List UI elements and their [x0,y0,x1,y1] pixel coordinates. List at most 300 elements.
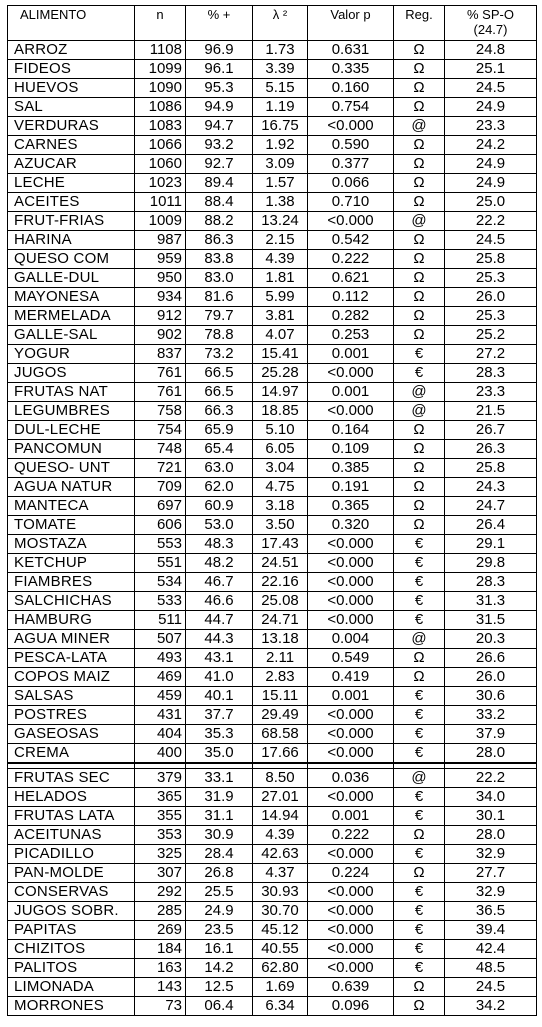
table-body [8,41,537,1016]
table-row [8,60,537,79]
table-row [8,250,537,269]
food-name-cell: HUEVOS [8,79,135,98]
p-value-cell: <0.000 [308,706,394,725]
count-cell: 748 [135,440,186,459]
reg-symbol-cell: @ [394,117,445,136]
food-name-cell: PICADILLO [8,845,135,864]
percent-positive-cell: 81.6 [186,288,253,307]
p-value-cell: 0.419 [308,668,394,687]
count-cell: 534 [135,573,186,592]
table-row [8,307,537,326]
lambda-squared-cell: 1.38 [253,193,308,212]
lambda-squared-cell: 5.10 [253,421,308,440]
percent-positive-cell: 62.0 [186,478,253,497]
sp-o-percent-cell: 28.3 [445,573,537,592]
sp-o-percent-cell: 33.2 [445,706,537,725]
reg-symbol-cell: Ω [394,421,445,440]
sp-o-percent-cell: 26.6 [445,649,537,668]
food-name-cell: MANTECA [8,497,135,516]
percent-positive-cell: 25.5 [186,883,253,902]
food-name-cell: MORRONES [8,997,135,1016]
p-value-cell: 0.282 [308,307,394,326]
percent-positive-cell: 41.0 [186,668,253,687]
count-cell: 606 [135,516,186,535]
lambda-squared-cell: 1.73 [253,41,308,60]
count-cell: 365 [135,788,186,807]
header-percent-positive: % + [186,6,253,41]
header-alimento: ALIMENTO [8,6,135,41]
sp-o-percent-cell: 24.8 [445,41,537,60]
food-name-cell: CARNES [8,136,135,155]
lambda-squared-cell: 30.70 [253,902,308,921]
lambda-squared-cell: 8.50 [253,769,308,788]
food-name-cell: PALITOS [8,959,135,978]
count-cell: 493 [135,649,186,668]
food-name-cell: FRUTAS LATA [8,807,135,826]
count-cell: 1090 [135,79,186,98]
lambda-squared-cell: 22.16 [253,573,308,592]
header-row [8,6,537,41]
count-cell: 143 [135,978,186,997]
sp-o-percent-cell: 32.9 [445,845,537,864]
table-row [8,864,537,883]
percent-positive-cell: 35.0 [186,744,253,764]
food-name-cell: JUGOS SOBR. [8,902,135,921]
sp-o-percent-cell: 21.5 [445,402,537,421]
p-value-cell: 0.001 [308,345,394,364]
lambda-squared-cell: 2.11 [253,649,308,668]
percent-positive-cell: 95.3 [186,79,253,98]
sp-o-percent-cell: 24.7 [445,497,537,516]
sp-o-percent-cell: 27.7 [445,864,537,883]
reg-symbol-cell: @ [394,383,445,402]
percent-positive-cell: 53.0 [186,516,253,535]
table-row [8,212,537,231]
count-cell: 912 [135,307,186,326]
lambda-squared-cell: 62.80 [253,959,308,978]
percent-positive-cell: 66.5 [186,364,253,383]
sp-o-percent-cell: 36.5 [445,902,537,921]
reg-symbol-cell: Ω [394,41,445,60]
sp-o-percent-cell: 25.2 [445,326,537,345]
reg-symbol-cell: Ω [394,231,445,250]
table-row [8,978,537,997]
count-cell: 902 [135,326,186,345]
p-value-cell: 0.222 [308,250,394,269]
lambda-squared-cell: 29.49 [253,706,308,725]
table-row [8,826,537,845]
sp-o-percent-cell: 25.3 [445,307,537,326]
lambda-squared-cell: 1.57 [253,174,308,193]
sp-o-percent-cell: 39.4 [445,921,537,940]
header-sp-o-label: % SP-O [467,7,514,22]
reg-symbol-cell: Ω [394,174,445,193]
count-cell: 285 [135,902,186,921]
p-value-cell: <0.000 [308,902,394,921]
reg-symbol-cell: € [394,535,445,554]
reg-symbol-cell: @ [394,402,445,421]
p-value-cell: 0.191 [308,478,394,497]
percent-positive-cell: 83.8 [186,250,253,269]
reg-symbol-cell: Ω [394,826,445,845]
reg-symbol-cell: Ω [394,478,445,497]
percent-positive-cell: 35.3 [186,725,253,744]
lambda-squared-cell: 13.18 [253,630,308,649]
p-value-cell: 0.377 [308,155,394,174]
food-name-cell: LIMONADA [8,978,135,997]
lambda-squared-cell: 1.69 [253,978,308,997]
food-name-cell: MERMELADA [8,307,135,326]
reg-symbol-cell: € [394,345,445,364]
reg-symbol-cell: € [394,554,445,573]
table-row [8,174,537,193]
sp-o-percent-cell: 29.1 [445,535,537,554]
sp-o-percent-cell: 31.3 [445,592,537,611]
food-name-cell: SALSAS [8,687,135,706]
table-row [8,649,537,668]
p-value-cell: 0.320 [308,516,394,535]
table-row [8,478,537,497]
food-name-cell: PESCA-LATA [8,649,135,668]
sp-o-percent-cell: 24.3 [445,478,537,497]
sp-o-percent-cell: 26.7 [445,421,537,440]
count-cell: 1066 [135,136,186,155]
p-value-cell: 0.222 [308,826,394,845]
count-cell: 1023 [135,174,186,193]
count-cell: 934 [135,288,186,307]
percent-positive-cell: 86.3 [186,231,253,250]
sp-o-percent-cell: 48.5 [445,959,537,978]
p-value-cell: 0.001 [308,383,394,402]
sp-o-percent-cell: 42.4 [445,940,537,959]
food-name-cell: YOGUR [8,345,135,364]
p-value-cell: 0.001 [308,687,394,706]
count-cell: 721 [135,459,186,478]
p-value-cell: 0.754 [308,98,394,117]
table-container [7,5,537,1016]
lambda-squared-cell: 4.75 [253,478,308,497]
percent-positive-cell: 94.7 [186,117,253,136]
lambda-squared-cell: 3.50 [253,516,308,535]
food-name-cell: ACEITUNAS [8,826,135,845]
percent-positive-cell: 12.5 [186,978,253,997]
reg-symbol-cell: Ω [394,288,445,307]
table-row [8,364,537,383]
count-cell: 73 [135,997,186,1016]
p-value-cell: <0.000 [308,883,394,902]
lambda-squared-cell: 68.58 [253,725,308,744]
lambda-squared-cell: 1.19 [253,98,308,117]
percent-positive-cell: 78.8 [186,326,253,345]
count-cell: 758 [135,402,186,421]
count-cell: 184 [135,940,186,959]
reg-symbol-cell: Ω [394,193,445,212]
percent-positive-cell: 44.7 [186,611,253,630]
percent-positive-cell: 83.0 [186,269,253,288]
sp-o-percent-cell: 23.3 [445,117,537,136]
p-value-cell: 0.112 [308,288,394,307]
percent-positive-cell: 37.7 [186,706,253,725]
sp-o-percent-cell: 28.0 [445,744,537,764]
sp-o-percent-cell: 25.1 [445,60,537,79]
percent-positive-cell: 89.4 [186,174,253,193]
count-cell: 1083 [135,117,186,136]
p-value-cell: 0.385 [308,459,394,478]
count-cell: 292 [135,883,186,902]
percent-positive-cell: 43.1 [186,649,253,668]
food-name-cell: HAMBURG [8,611,135,630]
food-name-cell: GALLE-SAL [8,326,135,345]
lambda-squared-cell: 4.39 [253,250,308,269]
percent-positive-cell: 24.9 [186,902,253,921]
p-value-cell: 0.639 [308,978,394,997]
p-value-cell: <0.000 [308,592,394,611]
lambda-squared-cell: 3.18 [253,497,308,516]
food-name-cell: LEGUMBRES [8,402,135,421]
count-cell: 1108 [135,41,186,60]
percent-positive-cell: 73.2 [186,345,253,364]
table-row [8,269,537,288]
count-cell: 269 [135,921,186,940]
food-name-cell: SALCHICHAS [8,592,135,611]
lambda-squared-cell: 27.01 [253,788,308,807]
reg-symbol-cell: € [394,940,445,959]
sp-o-percent-cell: 32.9 [445,883,537,902]
sp-o-percent-cell: 25.3 [445,269,537,288]
percent-positive-cell: 96.1 [186,60,253,79]
food-name-cell: QUESO COM [8,250,135,269]
food-name-cell: LECHE [8,174,135,193]
lambda-squared-cell: 45.12 [253,921,308,940]
p-value-cell: <0.000 [308,788,394,807]
header-n: n [135,6,186,41]
sp-o-percent-cell: 26.0 [445,288,537,307]
lambda-squared-cell: 17.43 [253,535,308,554]
table-row [8,630,537,649]
table-row [8,79,537,98]
percent-positive-cell: 31.9 [186,788,253,807]
food-name-cell: FRUT-FRIAS [8,212,135,231]
sp-o-percent-cell: 25.8 [445,250,537,269]
percent-positive-cell: 48.2 [186,554,253,573]
percent-positive-cell: 28.4 [186,845,253,864]
table-row [8,959,537,978]
percent-positive-cell: 65.9 [186,421,253,440]
p-value-cell: <0.000 [308,554,394,573]
count-cell: 355 [135,807,186,826]
lambda-squared-cell: 15.11 [253,687,308,706]
food-name-cell: QUESO- UNT [8,459,135,478]
header-reg: Reg. [394,6,445,41]
reg-symbol-cell: € [394,744,445,764]
p-value-cell: 0.631 [308,41,394,60]
percent-positive-cell: 44.3 [186,630,253,649]
p-value-cell: 0.109 [308,440,394,459]
reg-symbol-cell: Ω [394,997,445,1016]
lambda-squared-cell: 3.81 [253,307,308,326]
p-value-cell: 0.335 [308,60,394,79]
count-cell: 307 [135,864,186,883]
lambda-squared-cell: 40.55 [253,940,308,959]
lambda-squared-cell: 3.09 [253,155,308,174]
p-value-cell: 0.066 [308,174,394,193]
count-cell: 1011 [135,193,186,212]
sp-o-percent-cell: 22.2 [445,212,537,231]
count-cell: 1009 [135,212,186,231]
reg-symbol-cell: Ω [394,307,445,326]
food-name-cell: CONSERVAS [8,883,135,902]
p-value-cell: <0.000 [308,364,394,383]
food-name-cell: GASEOSAS [8,725,135,744]
sp-o-percent-cell: 28.0 [445,826,537,845]
sp-o-percent-cell: 24.9 [445,155,537,174]
count-cell: 511 [135,611,186,630]
food-name-cell: MAYONESA [8,288,135,307]
table-row [8,98,537,117]
reg-symbol-cell: € [394,706,445,725]
sp-o-percent-cell: 20.3 [445,630,537,649]
lambda-squared-cell: 18.85 [253,402,308,421]
table-row [8,592,537,611]
reg-symbol-cell: @ [394,212,445,231]
percent-positive-cell: 96.9 [186,41,253,60]
reg-symbol-cell: € [394,788,445,807]
p-value-cell: <0.000 [308,959,394,978]
food-name-cell: PANCOMUN [8,440,135,459]
p-value-cell: <0.000 [308,212,394,231]
reg-symbol-cell: Ω [394,136,445,155]
percent-positive-cell: 30.9 [186,826,253,845]
table-row [8,706,537,725]
food-name-cell: AGUA NATUR [8,478,135,497]
table-row [8,997,537,1016]
food-name-cell: AGUA MINER [8,630,135,649]
sp-o-percent-cell: 34.0 [445,788,537,807]
reg-symbol-cell: Ω [394,864,445,883]
food-name-cell: COPOS MAIZ [8,668,135,687]
lambda-squared-cell: 16.75 [253,117,308,136]
p-value-cell: 0.160 [308,79,394,98]
count-cell: 379 [135,769,186,788]
reg-symbol-cell: Ω [394,269,445,288]
food-name-cell: FIAMBRES [8,573,135,592]
table-row [8,345,537,364]
table-row [8,402,537,421]
count-cell: 404 [135,725,186,744]
food-name-cell: CHIZITOS [8,940,135,959]
table-row [8,725,537,744]
count-cell: 1086 [135,98,186,117]
p-value-cell: 0.621 [308,269,394,288]
reg-symbol-cell: € [394,921,445,940]
lambda-squared-cell: 5.15 [253,79,308,98]
food-name-cell: VERDURAS [8,117,135,136]
count-cell: 353 [135,826,186,845]
p-value-cell: <0.000 [308,744,394,764]
count-cell: 533 [135,592,186,611]
p-value-cell: <0.000 [308,117,394,136]
reg-symbol-cell: € [394,573,445,592]
lambda-squared-cell: 15.41 [253,345,308,364]
count-cell: 469 [135,668,186,687]
lambda-squared-cell: 6.05 [253,440,308,459]
sp-o-percent-cell: 28.3 [445,364,537,383]
lambda-squared-cell: 3.39 [253,60,308,79]
sp-o-percent-cell: 30.6 [445,687,537,706]
lambda-squared-cell: 1.92 [253,136,308,155]
lambda-squared-cell: 14.97 [253,383,308,402]
percent-positive-cell: 46.6 [186,592,253,611]
table-row [8,459,537,478]
sp-o-percent-cell: 24.9 [445,98,537,117]
food-name-cell: DUL-LECHE [8,421,135,440]
reg-symbol-cell: € [394,845,445,864]
count-cell: 761 [135,383,186,402]
food-name-cell: KETCHUP [8,554,135,573]
food-name-cell: PAPITAS [8,921,135,940]
lambda-squared-cell: 2.15 [253,231,308,250]
p-value-cell: <0.000 [308,611,394,630]
table-row [8,902,537,921]
percent-positive-cell: 06.4 [186,997,253,1016]
percent-positive-cell: 92.7 [186,155,253,174]
count-cell: 987 [135,231,186,250]
percent-positive-cell: 60.9 [186,497,253,516]
reg-symbol-cell: Ω [394,98,445,117]
food-name-cell: MOSTAZA [8,535,135,554]
count-cell: 950 [135,269,186,288]
table-row [8,769,537,788]
reg-symbol-cell: € [394,883,445,902]
percent-positive-cell: 23.5 [186,921,253,940]
table-row [8,231,537,250]
header-lambda-squared: λ ² [253,6,308,41]
count-cell: 1060 [135,155,186,174]
sp-o-percent-cell: 26.3 [445,440,537,459]
percent-positive-cell: 31.1 [186,807,253,826]
reg-symbol-cell: Ω [394,649,445,668]
food-name-cell: FIDEOS [8,60,135,79]
table-row [8,554,537,573]
lambda-squared-cell: 13.24 [253,212,308,231]
lambda-squared-cell: 4.07 [253,326,308,345]
table-row [8,440,537,459]
sp-o-percent-cell: 27.2 [445,345,537,364]
p-value-cell: 0.542 [308,231,394,250]
table-row [8,136,537,155]
table-row [8,117,537,136]
food-name-cell: POSTRES [8,706,135,725]
count-cell: 163 [135,959,186,978]
food-name-cell: HELADOS [8,788,135,807]
reg-symbol-cell: Ω [394,516,445,535]
percent-positive-cell: 94.9 [186,98,253,117]
lambda-squared-cell: 24.51 [253,554,308,573]
p-value-cell: <0.000 [308,402,394,421]
reg-symbol-cell: Ω [394,60,445,79]
percent-positive-cell: 14.2 [186,959,253,978]
p-value-cell: 0.036 [308,769,394,788]
reg-symbol-cell: Ω [394,459,445,478]
table-row [8,516,537,535]
percent-positive-cell: 88.4 [186,193,253,212]
lambda-squared-cell: 25.28 [253,364,308,383]
food-name-cell: TOMATE [8,516,135,535]
p-value-cell: <0.000 [308,921,394,940]
reg-symbol-cell: € [394,959,445,978]
count-cell: 1099 [135,60,186,79]
sp-o-percent-cell: 23.3 [445,383,537,402]
